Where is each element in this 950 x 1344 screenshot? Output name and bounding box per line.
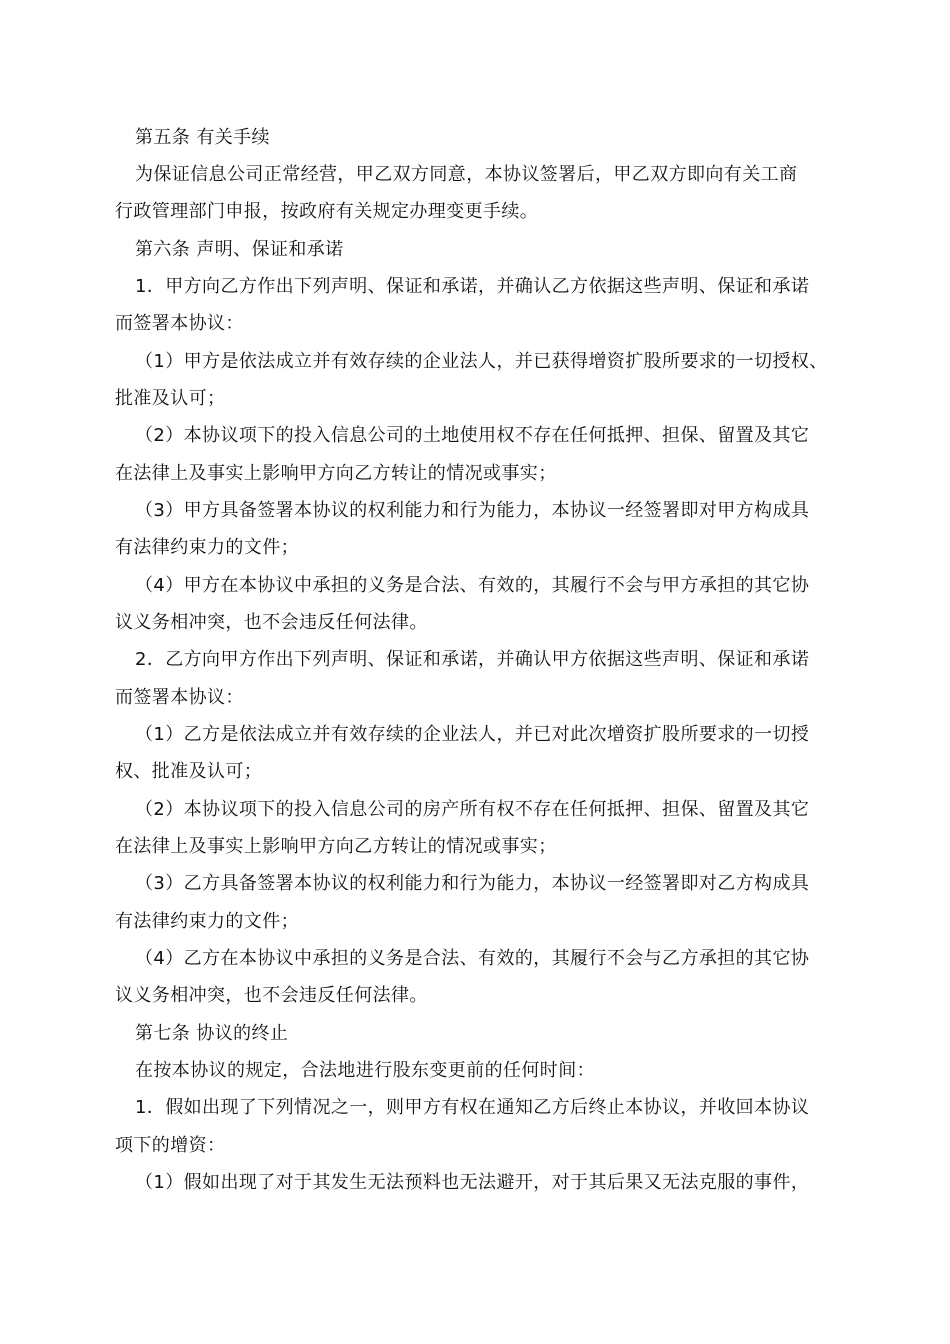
paragraph-line: （4）乙方在本协议中承担的义务是合法、有效的，其履行不会与乙方承担的其它协	[135, 948, 810, 969]
paragraph-line: （3）甲方具备签署本协议的权利能力和行为能力，本协议一经签署即对甲方构成具	[135, 500, 810, 521]
paragraph-line: 1．假如出现了下列情况之一，则甲方有权在通知乙方后终止本协议，并收回本协议	[135, 1097, 810, 1118]
article-6-heading: 第六条 声明、保证和承诺	[135, 239, 344, 260]
paragraph-line: 权、批准及认可；	[115, 761, 263, 782]
paragraph-line: 议义务相冲突，也不会违反任何法律。	[115, 985, 428, 1006]
paragraph-line: 而签署本协议：	[115, 313, 244, 334]
paragraph-line: 为保证信息公司正常经营，甲乙双方同意，本协议签署后，甲乙双方即向有关工商	[135, 164, 798, 185]
paragraph-line: 行政管理部门申报，按政府有关规定办理变更手续。	[115, 201, 539, 222]
paragraph-line: （1）假如出现了对于其发生无法预料也无法避开，对于其后果又无法克服的事件，	[135, 1172, 810, 1193]
paragraph-line: 有法律约束力的文件；	[115, 911, 299, 932]
paragraph-line: 而签署本协议：	[115, 687, 244, 708]
paragraph-line: （4）甲方在本协议中承担的义务是合法、有效的，其履行不会与甲方承担的其它协	[135, 575, 810, 596]
paragraph-line: 1．甲方向乙方作出下列声明、保证和承诺，并确认乙方依据这些声明、保证和承诺	[135, 276, 810, 297]
paragraph-line: 有法律约束力的文件；	[115, 537, 299, 558]
paragraph-line: 在按本协议的规定，合法地进行股东变更前的任何时间：	[135, 1060, 595, 1081]
paragraph-line: 批准及认可；	[115, 388, 226, 409]
paragraph-line: 项下的增资：	[115, 1135, 226, 1156]
paragraph-line: （1）甲方是依法成立并有效存续的企业法人，并已获得增资扩股所要求的一切授权、	[135, 351, 828, 372]
paragraph-line: 议义务相冲突，也不会违反任何法律。	[115, 612, 428, 633]
paragraph-line: 在法律上及事实上影响甲方向乙方转让的情况或事实；	[115, 463, 557, 484]
paragraph-line: （1）乙方是依法成立并有效存续的企业法人，并已对此次增资扩股所要求的一切授	[135, 724, 810, 745]
paragraph-line: 在法律上及事实上影响甲方向乙方转让的情况或事实；	[115, 836, 557, 857]
article-5-heading: 第五条 有关手续	[135, 127, 270, 148]
paragraph-line: 2．乙方向甲方作出下列声明、保证和承诺，并确认甲方依据这些声明、保证和承诺	[135, 649, 810, 670]
paragraph-line: （2）本协议项下的投入信息公司的土地使用权不存在任何抵押、担保、留置及其它	[135, 425, 810, 446]
paragraph-line: （2）本协议项下的投入信息公司的房产所有权不存在任何抵押、担保、留置及其它	[135, 799, 810, 820]
article-7-heading: 第七条 协议的终止	[135, 1023, 289, 1044]
paragraph-line: （3）乙方具备签署本协议的权利能力和行为能力，本协议一经签署即对乙方构成具	[135, 873, 810, 894]
